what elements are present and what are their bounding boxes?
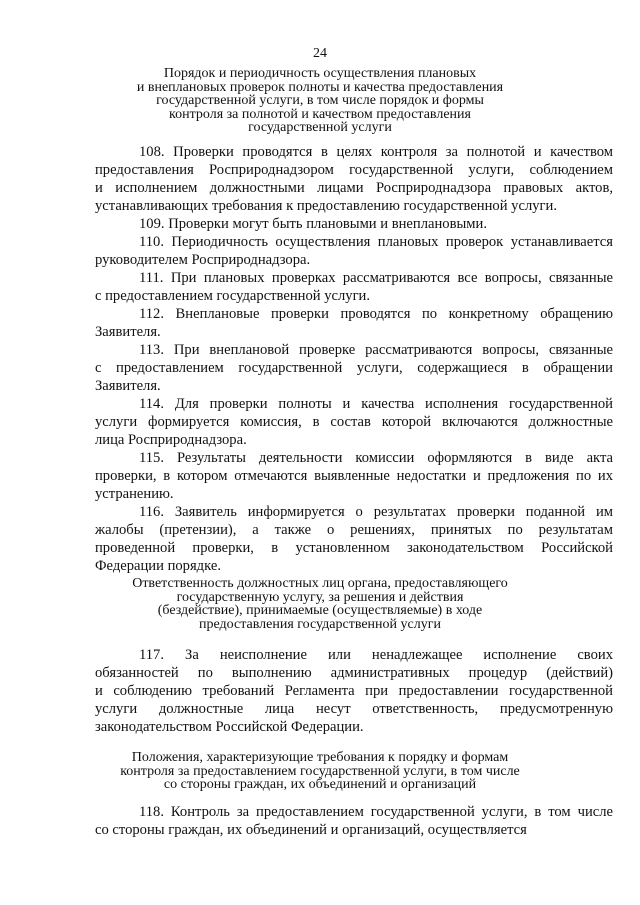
text-line: 111. При плановых проверках рассматриваются все вопросы, связанные bbox=[139, 270, 613, 286]
text-line: обязанностей по выполнению административных процедур (действий) bbox=[95, 665, 613, 681]
heading-line: Положения, характеризующие требования к порядку и формам bbox=[131, 750, 509, 765]
paragraph bbox=[95, 233, 613, 269]
section-body bbox=[95, 646, 613, 736]
section-body bbox=[95, 803, 613, 839]
text-line: устанавливающих требования к предоставлению государственной услуги. bbox=[95, 198, 557, 214]
paragraph bbox=[95, 143, 613, 215]
text-line: услуги формируется комиссия, в состав которой включаются должностные bbox=[95, 414, 613, 430]
paragraph bbox=[95, 269, 613, 305]
text-line: устранению. bbox=[95, 486, 174, 502]
page-number: 24 bbox=[313, 46, 327, 61]
text-line: жалобы (претензии), а также о решениях, принятых по результатам bbox=[95, 522, 613, 538]
text-line: 108. Проверки проводятся в целях контроля за полнотой и качеством bbox=[139, 144, 613, 160]
text-line: и исполнением должностными лицами Росприроднадзора правовых актов, bbox=[95, 180, 613, 196]
text-line: 114. Для проверки полноты и качества исполнения государственной bbox=[139, 396, 613, 412]
section-heading bbox=[80, 577, 560, 631]
text-line: услуги должностные лица несут ответственность, предусмотренную bbox=[95, 701, 613, 717]
section-body bbox=[95, 143, 613, 575]
heading-line: Порядок и периодичность осуществления плановых bbox=[163, 66, 477, 81]
text-line: 117. За неисполнение или ненадлежащее исполнение своих bbox=[139, 647, 613, 663]
heading-line: (бездействие), принимаемые (осуществляемые) в ходе bbox=[157, 603, 483, 618]
text-line: Заявителя. bbox=[95, 324, 161, 340]
text-line: с предоставлением государственной услуги. bbox=[95, 288, 371, 304]
heading-line: контроля за предоставлением государственной услуги, в том числе bbox=[120, 763, 520, 779]
text-line: предоставления Росприроднадзором государственной услуги, соблюдением bbox=[95, 162, 613, 178]
text-line: и соблюдению требований Регламента при предоставлении государственной bbox=[95, 683, 613, 699]
text-line: 110. Периодичность осуществления плановых проверок устанавливается bbox=[139, 234, 613, 250]
section-heading bbox=[80, 751, 560, 792]
text-line: 116. Заявитель информируется о результатах проверки поданной им bbox=[139, 504, 613, 520]
text-line: проведенной проверки, в установленном законодательством Российской bbox=[95, 540, 613, 556]
text-line: проверки, в котором отмечаются выявленные недостатки и предложения по их bbox=[95, 468, 613, 484]
paragraph bbox=[95, 646, 613, 736]
text-line: Федерации порядке. bbox=[95, 558, 221, 574]
text-line: со стороны граждан, их объединений и организаций, осуществляется bbox=[95, 822, 527, 838]
text-line: законодательством Российской Федерации. bbox=[95, 719, 364, 735]
text-line: 112. Внеплановые проверки проводятся по конкретному обращению bbox=[139, 306, 613, 322]
text-line: лица Росприроднадзора. bbox=[95, 432, 247, 448]
paragraph bbox=[95, 341, 613, 395]
paragraph bbox=[95, 395, 613, 449]
text-line: с предоставлением государственной услуги, содержащиеся в обращении bbox=[95, 360, 613, 376]
heading-line: контроля за полнотой и качеством предоставления bbox=[169, 106, 471, 122]
paragraph bbox=[95, 503, 613, 575]
heading-line: со стороны граждан, их объединений и организаций bbox=[163, 777, 477, 792]
heading-line: Ответственность должностных лиц органа, предоставляющего bbox=[132, 576, 508, 591]
heading-line: государственной услуги bbox=[248, 120, 392, 135]
heading-line: государственную услугу, за решения и действия bbox=[176, 589, 464, 605]
paragraph bbox=[95, 803, 613, 839]
heading-line: и внеплановых проверок полноты и качества предоставления bbox=[136, 79, 504, 95]
paragraph bbox=[95, 305, 613, 341]
heading-line: предоставления государственной услуги bbox=[199, 616, 441, 632]
text-line: 109. Проверки могут быть плановыми и внеплановыми. bbox=[139, 216, 487, 232]
paragraph bbox=[95, 449, 613, 503]
text-line: 115. Результаты деятельности комиссии оформляются в виде акта bbox=[139, 450, 613, 466]
heading-line: государственной услуги, в том числе порядок и формы bbox=[156, 93, 484, 108]
text-line: Заявителя. bbox=[95, 378, 161, 394]
text-line: 118. Контроль за предоставлением государственной услуги, в том числе bbox=[139, 804, 613, 820]
text-line: руководителем Росприроднадзора. bbox=[95, 252, 311, 268]
text-line: 113. При внеплановой проверке рассматриваются вопросы, связанные bbox=[139, 342, 613, 358]
paragraph bbox=[95, 215, 613, 233]
section-heading bbox=[80, 67, 560, 135]
